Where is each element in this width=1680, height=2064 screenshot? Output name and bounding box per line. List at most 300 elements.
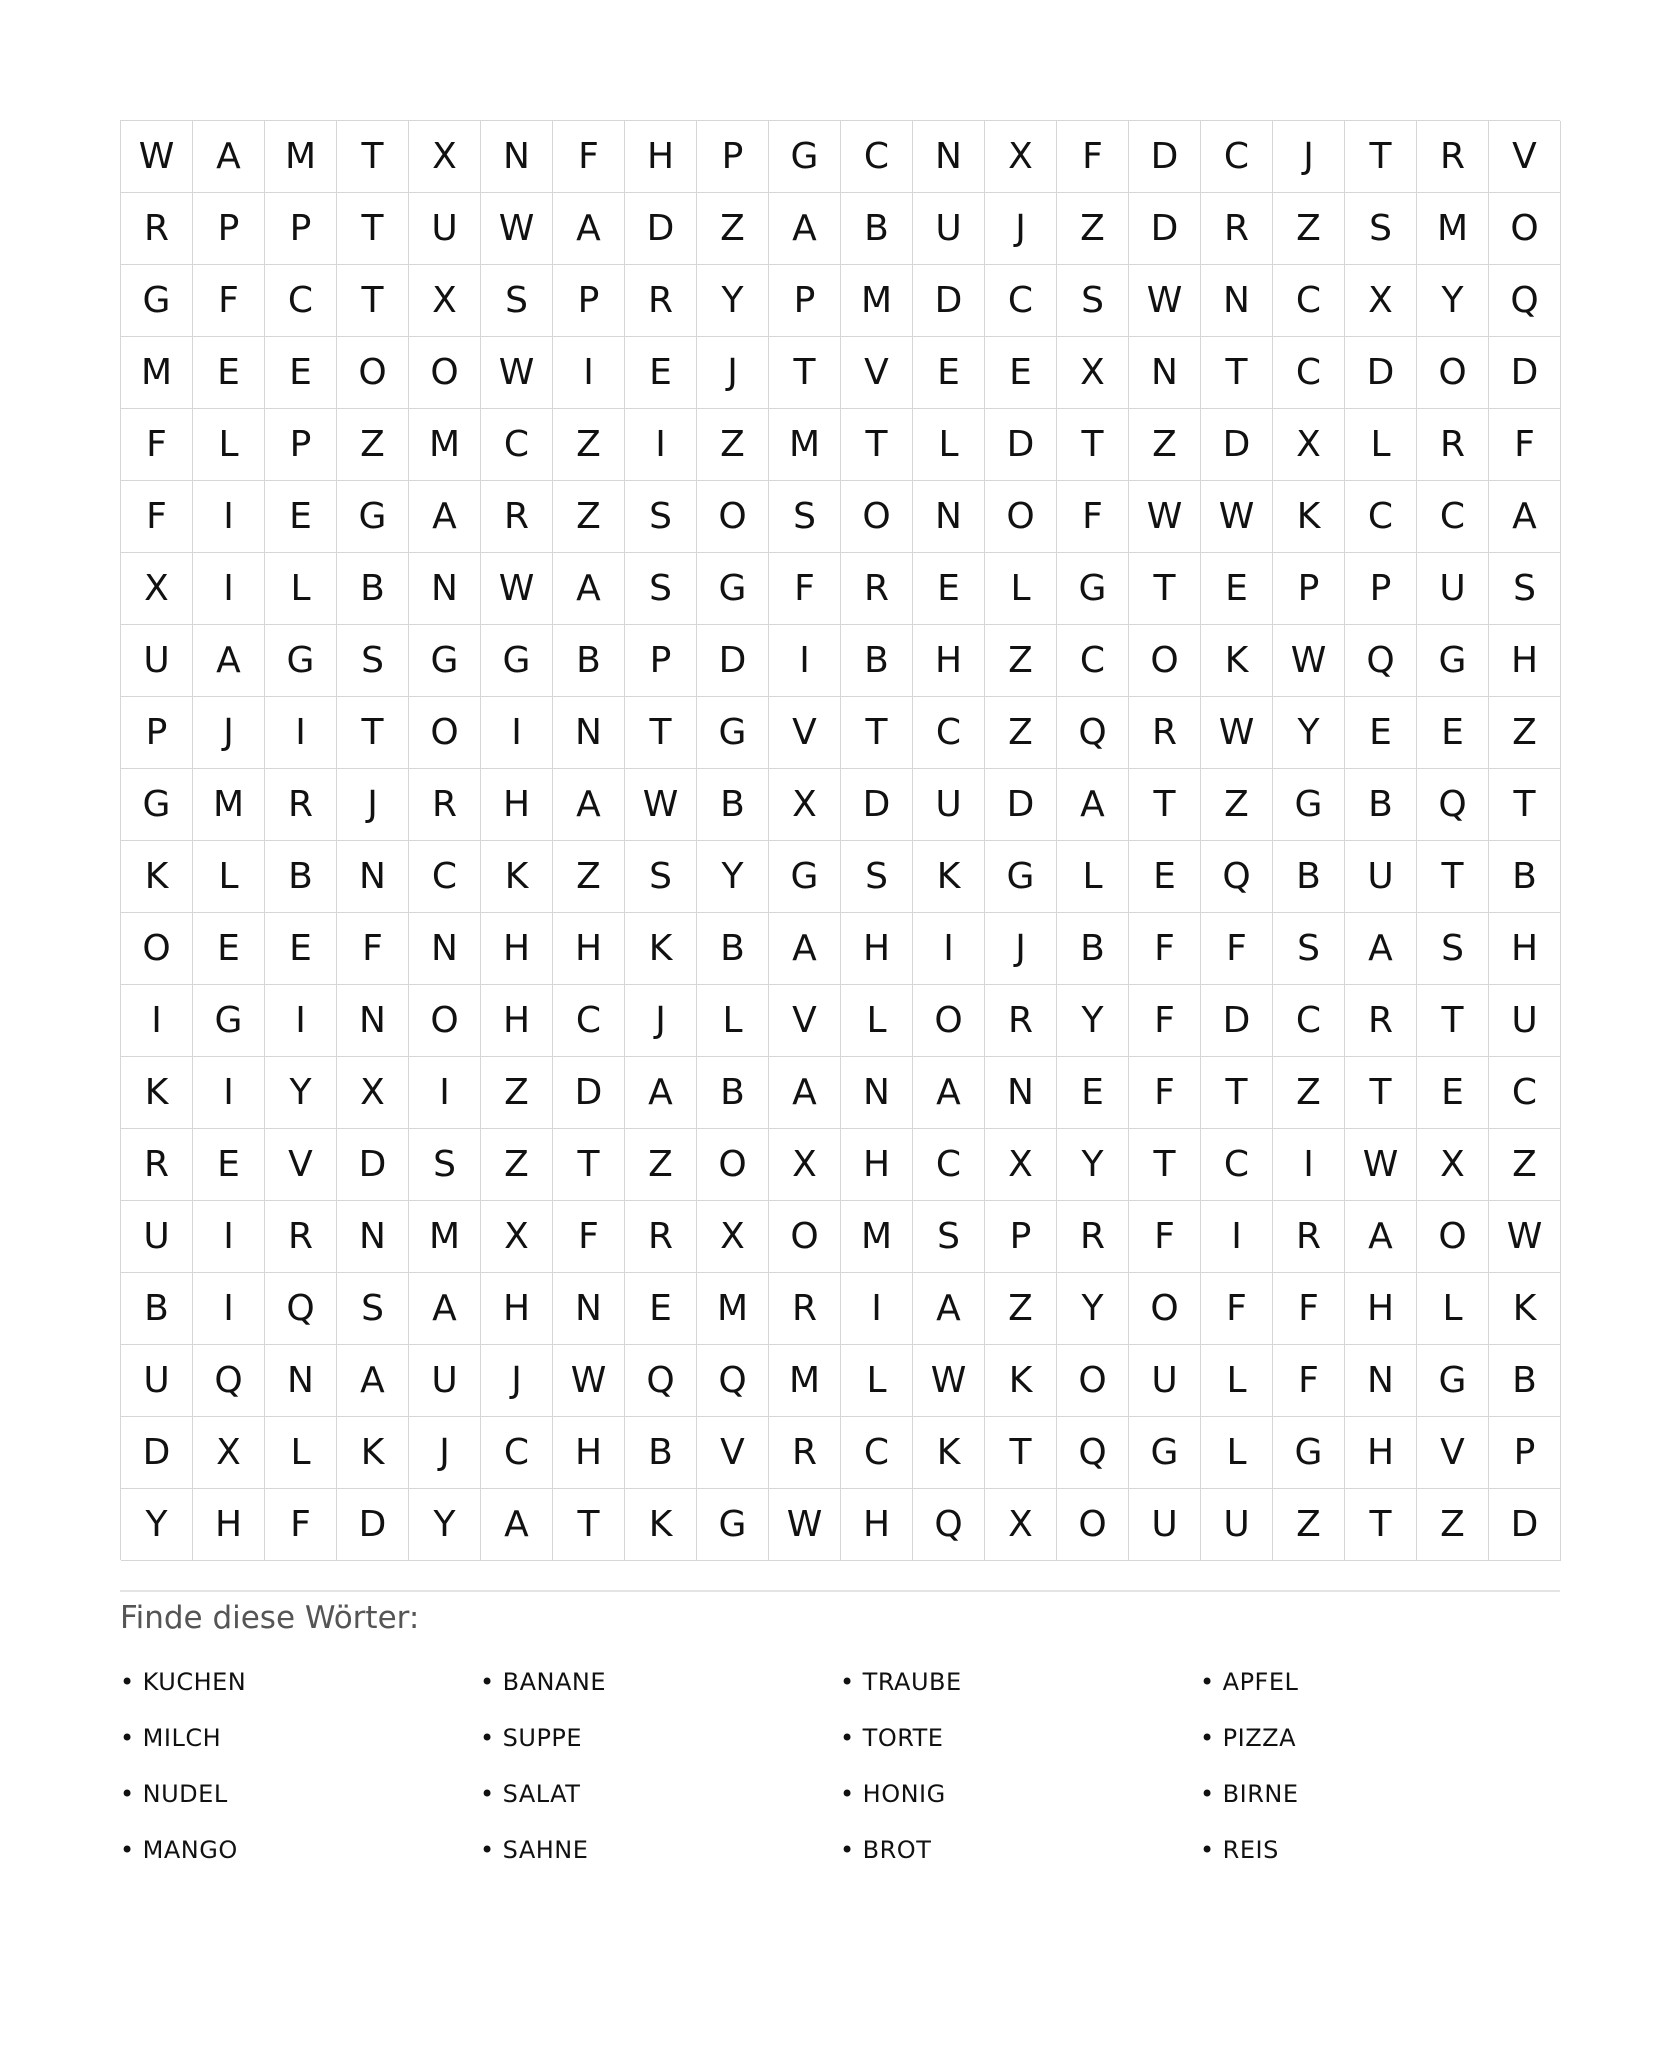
grid-cell[interactable]: A (1489, 481, 1561, 553)
grid-cell[interactable]: R (121, 193, 193, 265)
grid-cell[interactable]: L (697, 985, 769, 1057)
grid-cell[interactable]: W (481, 337, 553, 409)
grid-cell[interactable]: X (1417, 1129, 1489, 1201)
grid-cell[interactable]: T (337, 193, 409, 265)
grid-cell[interactable]: R (769, 1273, 841, 1345)
grid-cell[interactable]: E (193, 913, 265, 985)
grid-cell[interactable]: S (409, 1129, 481, 1201)
grid-cell[interactable]: D (697, 625, 769, 697)
grid-cell[interactable]: F (1129, 985, 1201, 1057)
grid-cell[interactable]: J (193, 697, 265, 769)
grid-cell[interactable]: Z (553, 841, 625, 913)
grid-cell[interactable]: H (625, 121, 697, 193)
grid-cell[interactable]: Z (1417, 1489, 1489, 1561)
grid-cell[interactable]: Y (265, 1057, 337, 1129)
grid-cell[interactable]: S (1273, 913, 1345, 985)
grid-cell[interactable]: K (481, 841, 553, 913)
grid-cell[interactable]: K (625, 913, 697, 985)
grid-cell[interactable]: H (481, 985, 553, 1057)
grid-cell[interactable]: C (1417, 481, 1489, 553)
grid-cell[interactable]: T (553, 1129, 625, 1201)
grid-cell[interactable]: G (481, 625, 553, 697)
grid-cell[interactable]: N (265, 1345, 337, 1417)
grid-cell[interactable]: U (1489, 985, 1561, 1057)
grid-cell[interactable]: O (409, 697, 481, 769)
grid-cell[interactable]: F (1129, 1201, 1201, 1273)
grid-cell[interactable]: E (1201, 553, 1273, 625)
grid-cell[interactable]: N (1201, 265, 1273, 337)
grid-cell[interactable]: B (697, 1057, 769, 1129)
grid-cell[interactable]: C (1273, 265, 1345, 337)
grid-cell[interactable]: X (985, 1129, 1057, 1201)
grid-cell[interactable]: G (193, 985, 265, 1057)
grid-cell[interactable]: T (1417, 985, 1489, 1057)
grid-cell[interactable]: D (121, 1417, 193, 1489)
grid-cell[interactable]: A (769, 193, 841, 265)
grid-cell[interactable]: G (769, 121, 841, 193)
grid-cell[interactable]: G (337, 481, 409, 553)
grid-cell[interactable]: P (625, 625, 697, 697)
grid-cell[interactable]: L (265, 1417, 337, 1489)
grid-cell[interactable]: S (1489, 553, 1561, 625)
grid-cell[interactable]: X (769, 1129, 841, 1201)
grid-cell[interactable]: F (553, 1201, 625, 1273)
grid-cell[interactable]: O (121, 913, 193, 985)
grid-cell[interactable]: K (913, 841, 985, 913)
grid-cell[interactable]: C (481, 409, 553, 481)
grid-cell[interactable]: W (121, 121, 193, 193)
grid-cell[interactable]: Q (1489, 265, 1561, 337)
grid-cell[interactable]: A (337, 1345, 409, 1417)
grid-cell[interactable]: H (841, 913, 913, 985)
grid-cell[interactable]: C (913, 697, 985, 769)
grid-cell[interactable]: B (1057, 913, 1129, 985)
grid-cell[interactable]: A (913, 1057, 985, 1129)
grid-cell[interactable]: G (697, 697, 769, 769)
grid-cell[interactable]: S (913, 1201, 985, 1273)
grid-cell[interactable]: C (913, 1129, 985, 1201)
grid-cell[interactable]: Z (985, 1273, 1057, 1345)
grid-cell[interactable]: T (769, 337, 841, 409)
grid-cell[interactable]: Q (1057, 1417, 1129, 1489)
grid-cell[interactable]: Q (697, 1345, 769, 1417)
grid-cell[interactable]: O (337, 337, 409, 409)
grid-cell[interactable]: Z (985, 697, 1057, 769)
grid-cell[interactable]: H (1489, 625, 1561, 697)
grid-cell[interactable]: N (337, 841, 409, 913)
grid-cell[interactable]: J (481, 1345, 553, 1417)
grid-cell[interactable]: I (193, 481, 265, 553)
grid-cell[interactable]: R (265, 1201, 337, 1273)
grid-cell[interactable]: F (337, 913, 409, 985)
grid-cell[interactable]: B (841, 193, 913, 265)
grid-cell[interactable]: O (769, 1201, 841, 1273)
grid-cell[interactable]: R (841, 553, 913, 625)
grid-cell[interactable]: Q (265, 1273, 337, 1345)
grid-cell[interactable]: T (841, 697, 913, 769)
grid-cell[interactable]: A (193, 625, 265, 697)
grid-cell[interactable]: V (769, 985, 841, 1057)
grid-cell[interactable]: F (1129, 1057, 1201, 1129)
grid-cell[interactable]: I (193, 1057, 265, 1129)
grid-cell[interactable]: K (121, 1057, 193, 1129)
grid-cell[interactable]: M (1417, 193, 1489, 265)
grid-cell[interactable]: Z (1489, 1129, 1561, 1201)
grid-cell[interactable]: E (1417, 1057, 1489, 1129)
grid-cell[interactable]: O (913, 985, 985, 1057)
grid-cell[interactable]: O (1489, 193, 1561, 265)
grid-cell[interactable]: L (985, 553, 1057, 625)
grid-cell[interactable]: Y (1273, 697, 1345, 769)
grid-cell[interactable]: F (1057, 121, 1129, 193)
grid-cell[interactable]: R (481, 481, 553, 553)
grid-cell[interactable]: T (625, 697, 697, 769)
grid-cell[interactable]: G (121, 769, 193, 841)
grid-cell[interactable]: I (1273, 1129, 1345, 1201)
grid-cell[interactable]: N (337, 985, 409, 1057)
grid-cell[interactable]: H (1345, 1273, 1417, 1345)
grid-cell[interactable]: Z (1489, 697, 1561, 769)
grid-cell[interactable]: I (481, 697, 553, 769)
grid-cell[interactable]: G (1057, 553, 1129, 625)
grid-cell[interactable]: Z (553, 409, 625, 481)
grid-cell[interactable]: F (1273, 1345, 1345, 1417)
grid-cell[interactable]: I (1201, 1201, 1273, 1273)
grid-cell[interactable]: T (1201, 1057, 1273, 1129)
grid-cell[interactable]: Y (409, 1489, 481, 1561)
grid-cell[interactable]: G (409, 625, 481, 697)
grid-cell[interactable]: T (1057, 409, 1129, 481)
grid-cell[interactable]: T (1129, 769, 1201, 841)
grid-cell[interactable]: G (1273, 769, 1345, 841)
grid-cell[interactable]: C (1201, 121, 1273, 193)
grid-cell[interactable]: F (193, 265, 265, 337)
grid-cell[interactable]: Z (1273, 1489, 1345, 1561)
grid-cell[interactable]: Q (1057, 697, 1129, 769)
grid-cell[interactable]: M (769, 1345, 841, 1417)
grid-cell[interactable]: D (1345, 337, 1417, 409)
grid-cell[interactable]: O (1129, 1273, 1201, 1345)
grid-cell[interactable]: O (1129, 625, 1201, 697)
grid-cell[interactable]: S (625, 553, 697, 625)
grid-cell[interactable]: C (1057, 625, 1129, 697)
grid-cell[interactable]: E (193, 1129, 265, 1201)
grid-cell[interactable]: A (553, 193, 625, 265)
grid-cell[interactable]: H (553, 1417, 625, 1489)
grid-cell[interactable]: N (1345, 1345, 1417, 1417)
grid-cell[interactable]: M (769, 409, 841, 481)
grid-cell[interactable]: E (985, 337, 1057, 409)
grid-cell[interactable]: R (265, 769, 337, 841)
grid-cell[interactable]: N (841, 1057, 913, 1129)
grid-cell[interactable]: Z (1201, 769, 1273, 841)
grid-cell[interactable]: X (697, 1201, 769, 1273)
grid-cell[interactable]: R (121, 1129, 193, 1201)
grid-cell[interactable]: Y (121, 1489, 193, 1561)
grid-cell[interactable]: F (1273, 1273, 1345, 1345)
grid-cell[interactable]: I (409, 1057, 481, 1129)
grid-cell[interactable]: T (1345, 1057, 1417, 1129)
grid-cell[interactable]: C (1489, 1057, 1561, 1129)
grid-cell[interactable]: Z (625, 1129, 697, 1201)
grid-cell[interactable]: K (121, 841, 193, 913)
grid-cell[interactable]: K (625, 1489, 697, 1561)
grid-cell[interactable]: N (337, 1201, 409, 1273)
grid-cell[interactable]: V (265, 1129, 337, 1201)
grid-cell[interactable]: Z (481, 1057, 553, 1129)
grid-cell[interactable]: R (1057, 1201, 1129, 1273)
grid-cell[interactable]: A (409, 481, 481, 553)
grid-cell[interactable]: R (625, 1201, 697, 1273)
grid-cell[interactable]: D (337, 1489, 409, 1561)
grid-cell[interactable]: A (481, 1489, 553, 1561)
grid-cell[interactable]: R (625, 265, 697, 337)
grid-cell[interactable]: Z (697, 409, 769, 481)
grid-cell[interactable]: O (697, 1129, 769, 1201)
grid-cell[interactable]: S (1345, 193, 1417, 265)
grid-cell[interactable]: C (481, 1417, 553, 1489)
grid-cell[interactable]: W (625, 769, 697, 841)
grid-cell[interactable]: B (697, 769, 769, 841)
grid-cell[interactable]: U (1129, 1489, 1201, 1561)
grid-cell[interactable]: U (121, 1201, 193, 1273)
grid-cell[interactable]: W (481, 553, 553, 625)
grid-cell[interactable]: U (121, 625, 193, 697)
grid-cell[interactable]: H (841, 1489, 913, 1561)
grid-cell[interactable]: Q (1345, 625, 1417, 697)
grid-cell[interactable]: R (1417, 409, 1489, 481)
grid-cell[interactable]: W (769, 1489, 841, 1561)
grid-cell[interactable]: Y (1057, 1273, 1129, 1345)
grid-cell[interactable]: I (625, 409, 697, 481)
grid-cell[interactable]: E (625, 337, 697, 409)
grid-cell[interactable]: A (1345, 913, 1417, 985)
grid-cell[interactable]: Z (1273, 1057, 1345, 1129)
grid-cell[interactable]: G (769, 841, 841, 913)
grid-cell[interactable]: O (1417, 1201, 1489, 1273)
grid-cell[interactable]: X (769, 769, 841, 841)
grid-cell[interactable]: Z (697, 193, 769, 265)
grid-cell[interactable]: B (553, 625, 625, 697)
grid-cell[interactable]: K (913, 1417, 985, 1489)
grid-cell[interactable]: F (553, 121, 625, 193)
grid-cell[interactable]: R (1201, 193, 1273, 265)
grid-cell[interactable]: L (1345, 409, 1417, 481)
grid-cell[interactable]: M (409, 409, 481, 481)
grid-cell[interactable]: V (697, 1417, 769, 1489)
grid-cell[interactable]: F (121, 481, 193, 553)
grid-cell[interactable]: L (265, 553, 337, 625)
grid-cell[interactable]: A (1345, 1201, 1417, 1273)
grid-cell[interactable]: Q (913, 1489, 985, 1561)
grid-cell[interactable]: G (1129, 1417, 1201, 1489)
grid-cell[interactable]: F (1129, 913, 1201, 985)
grid-cell[interactable]: G (697, 553, 769, 625)
grid-cell[interactable]: E (625, 1273, 697, 1345)
grid-cell[interactable]: W (1129, 265, 1201, 337)
grid-cell[interactable]: R (1273, 1201, 1345, 1273)
grid-cell[interactable]: S (625, 481, 697, 553)
grid-cell[interactable]: W (1345, 1129, 1417, 1201)
grid-cell[interactable]: E (265, 913, 337, 985)
grid-cell[interactable]: P (1345, 553, 1417, 625)
grid-cell[interactable]: C (1345, 481, 1417, 553)
grid-cell[interactable]: H (193, 1489, 265, 1561)
grid-cell[interactable]: T (1129, 1129, 1201, 1201)
grid-cell[interactable]: U (121, 1345, 193, 1417)
grid-cell[interactable]: O (697, 481, 769, 553)
grid-cell[interactable]: Z (481, 1129, 553, 1201)
grid-cell[interactable]: N (553, 697, 625, 769)
grid-cell[interactable]: C (553, 985, 625, 1057)
grid-cell[interactable]: F (1489, 409, 1561, 481)
grid-cell[interactable]: H (553, 913, 625, 985)
grid-cell[interactable]: D (841, 769, 913, 841)
grid-cell[interactable]: N (913, 121, 985, 193)
grid-cell[interactable]: J (625, 985, 697, 1057)
grid-cell[interactable]: N (553, 1273, 625, 1345)
grid-cell[interactable]: P (769, 265, 841, 337)
grid-cell[interactable]: Y (1057, 1129, 1129, 1201)
grid-cell[interactable]: C (265, 265, 337, 337)
grid-cell[interactable]: Y (1057, 985, 1129, 1057)
grid-cell[interactable]: O (1057, 1489, 1129, 1561)
grid-cell[interactable]: H (913, 625, 985, 697)
grid-cell[interactable]: U (1129, 1345, 1201, 1417)
grid-cell[interactable]: B (1273, 841, 1345, 913)
grid-cell[interactable]: B (625, 1417, 697, 1489)
grid-cell[interactable]: O (1057, 1345, 1129, 1417)
grid-cell[interactable]: L (913, 409, 985, 481)
grid-cell[interactable]: K (337, 1417, 409, 1489)
grid-cell[interactable]: O (409, 985, 481, 1057)
grid-cell[interactable]: E (1057, 1057, 1129, 1129)
grid-cell[interactable]: S (841, 841, 913, 913)
grid-cell[interactable]: X (121, 553, 193, 625)
grid-cell[interactable]: D (1201, 985, 1273, 1057)
grid-cell[interactable]: D (553, 1057, 625, 1129)
grid-cell[interactable]: W (1201, 481, 1273, 553)
grid-cell[interactable]: Q (1201, 841, 1273, 913)
grid-cell[interactable]: I (265, 985, 337, 1057)
grid-cell[interactable]: O (1417, 337, 1489, 409)
grid-cell[interactable]: V (1489, 121, 1561, 193)
grid-cell[interactable]: P (1489, 1417, 1561, 1489)
grid-cell[interactable]: M (265, 121, 337, 193)
grid-cell[interactable]: B (841, 625, 913, 697)
grid-cell[interactable]: W (1129, 481, 1201, 553)
grid-cell[interactable]: T (1201, 337, 1273, 409)
grid-cell[interactable]: V (1417, 1417, 1489, 1489)
grid-cell[interactable]: B (121, 1273, 193, 1345)
grid-cell[interactable]: H (481, 913, 553, 985)
grid-cell[interactable]: W (1273, 625, 1345, 697)
grid-cell[interactable]: W (1201, 697, 1273, 769)
grid-cell[interactable]: P (697, 121, 769, 193)
grid-cell[interactable]: T (1417, 841, 1489, 913)
grid-cell[interactable]: I (193, 1201, 265, 1273)
grid-cell[interactable]: I (193, 553, 265, 625)
grid-cell[interactable]: F (769, 553, 841, 625)
grid-cell[interactable]: H (841, 1129, 913, 1201)
grid-cell[interactable]: I (769, 625, 841, 697)
grid-cell[interactable]: J (697, 337, 769, 409)
grid-cell[interactable]: X (1057, 337, 1129, 409)
grid-cell[interactable]: U (913, 193, 985, 265)
grid-cell[interactable]: B (1489, 1345, 1561, 1417)
grid-cell[interactable]: C (1201, 1129, 1273, 1201)
grid-cell[interactable]: M (409, 1201, 481, 1273)
grid-cell[interactable]: N (985, 1057, 1057, 1129)
grid-cell[interactable]: E (1129, 841, 1201, 913)
grid-cell[interactable]: P (553, 265, 625, 337)
grid-cell[interactable]: I (841, 1273, 913, 1345)
grid-cell[interactable]: B (1489, 841, 1561, 913)
grid-cell[interactable]: B (697, 913, 769, 985)
grid-cell[interactable]: J (337, 769, 409, 841)
grid-cell[interactable]: B (337, 553, 409, 625)
grid-cell[interactable]: E (265, 337, 337, 409)
grid-cell[interactable]: Y (1417, 265, 1489, 337)
grid-cell[interactable]: C (841, 1417, 913, 1489)
grid-cell[interactable]: E (913, 337, 985, 409)
grid-cell[interactable]: M (697, 1273, 769, 1345)
grid-cell[interactable]: D (985, 769, 1057, 841)
grid-cell[interactable]: D (1489, 337, 1561, 409)
grid-cell[interactable]: E (193, 337, 265, 409)
grid-cell[interactable]: N (481, 121, 553, 193)
grid-cell[interactable]: C (841, 121, 913, 193)
grid-cell[interactable]: Q (625, 1345, 697, 1417)
grid-cell[interactable]: X (481, 1201, 553, 1273)
grid-cell[interactable]: Q (193, 1345, 265, 1417)
grid-cell[interactable]: V (769, 697, 841, 769)
grid-cell[interactable]: J (1273, 121, 1345, 193)
grid-cell[interactable]: D (913, 265, 985, 337)
grid-cell[interactable]: U (409, 1345, 481, 1417)
grid-cell[interactable]: X (985, 121, 1057, 193)
grid-cell[interactable]: U (913, 769, 985, 841)
grid-cell[interactable]: X (193, 1417, 265, 1489)
grid-cell[interactable]: T (337, 697, 409, 769)
grid-cell[interactable]: A (625, 1057, 697, 1129)
grid-cell[interactable]: T (1345, 121, 1417, 193)
grid-cell[interactable]: M (841, 1201, 913, 1273)
grid-cell[interactable]: G (985, 841, 1057, 913)
grid-cell[interactable]: D (1201, 409, 1273, 481)
grid-cell[interactable]: U (409, 193, 481, 265)
grid-cell[interactable]: Y (697, 265, 769, 337)
grid-cell[interactable]: L (841, 1345, 913, 1417)
grid-cell[interactable]: Y (697, 841, 769, 913)
grid-cell[interactable]: L (1201, 1417, 1273, 1489)
grid-cell[interactable]: Z (985, 625, 1057, 697)
grid-cell[interactable]: N (1129, 337, 1201, 409)
grid-cell[interactable]: F (1057, 481, 1129, 553)
grid-cell[interactable]: I (193, 1273, 265, 1345)
grid-cell[interactable]: D (1129, 193, 1201, 265)
grid-cell[interactable]: E (1417, 697, 1489, 769)
grid-cell[interactable]: K (1489, 1273, 1561, 1345)
grid-cell[interactable]: S (337, 625, 409, 697)
grid-cell[interactable]: Q (1417, 769, 1489, 841)
grid-cell[interactable]: G (1273, 1417, 1345, 1489)
grid-cell[interactable]: L (193, 409, 265, 481)
grid-cell[interactable]: D (985, 409, 1057, 481)
grid-cell[interactable]: D (625, 193, 697, 265)
grid-cell[interactable]: A (553, 553, 625, 625)
grid-cell[interactable]: P (121, 697, 193, 769)
